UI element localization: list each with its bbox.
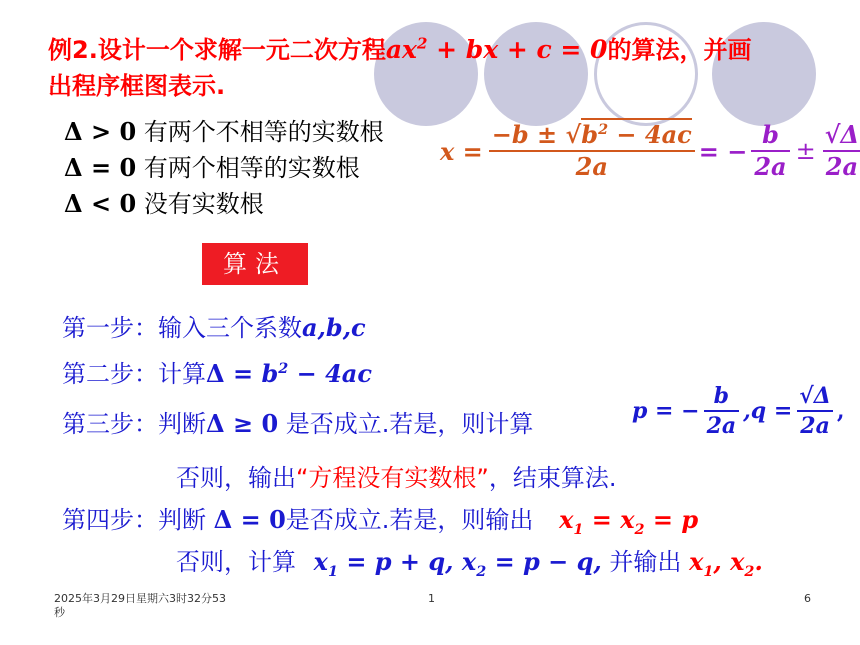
step-3-q-denominator: 2a bbox=[797, 410, 833, 438]
case-text: 有两个相等的实数根 bbox=[143, 154, 360, 182]
step-3-p-fraction bbox=[704, 384, 740, 438]
footer-datetime bbox=[54, 592, 226, 620]
case-item bbox=[64, 186, 384, 222]
step-3-else-text2: ，结束算法. bbox=[488, 464, 617, 492]
title-equation: $ax^2$ + bx + c = 0 bbox=[385, 34, 608, 64]
step-1-math: a,b,c bbox=[302, 313, 366, 342]
step-2-text: 计算 bbox=[158, 360, 206, 388]
formula-delta-denominator: 2a bbox=[823, 150, 860, 180]
step-3-pq-formula bbox=[632, 384, 844, 438]
formula-fraction-delta bbox=[822, 122, 860, 181]
step-3-text1: 判断 bbox=[158, 410, 206, 438]
step-4 bbox=[62, 500, 698, 538]
step-3-label: 第三步： bbox=[62, 410, 158, 438]
step-4-else bbox=[176, 542, 763, 580]
title-suffix: 的算法，并画 bbox=[607, 36, 752, 64]
slide-title-line2: 出程序框图表示. bbox=[48, 72, 226, 100]
step-4-text1: 判断 bbox=[158, 506, 206, 534]
page-number: 6 bbox=[804, 592, 811, 605]
step-3-p-numerator: b bbox=[713, 383, 730, 409]
step-3 bbox=[62, 404, 533, 439]
slide-title bbox=[48, 30, 751, 65]
case-condition: Δ = 0 bbox=[64, 153, 137, 182]
case-condition: Δ > 0 bbox=[64, 117, 137, 146]
formula-numerator: $-b \pm √b^2 - 4ac$ bbox=[491, 120, 692, 149]
footer-datetime-line1: 2025年3月29日星期六3时32分53 bbox=[54, 592, 226, 605]
step-1-text: 输入三个系数 bbox=[158, 314, 302, 342]
formula-fraction-b bbox=[751, 122, 789, 181]
formula-fraction-main bbox=[489, 122, 695, 181]
step-3-else-text1: 否则，输出 bbox=[176, 464, 296, 492]
formula-equals: = − bbox=[698, 136, 748, 166]
step-3-p: p = − bbox=[632, 398, 700, 425]
step-3-else-quote: “方程没有实数根” bbox=[296, 464, 489, 492]
step-4-text2: 是否成立.若是，则输出 bbox=[285, 506, 534, 534]
step-4-else-text2: 并输出 bbox=[609, 548, 682, 576]
step-3-p-denominator: 2a bbox=[704, 410, 740, 438]
step-2 bbox=[62, 354, 372, 389]
title-prefix: 例2.设计一个求解一元二次方程 bbox=[48, 36, 386, 64]
step-4-condition: Δ = 0 bbox=[213, 505, 286, 534]
step-4-else-text1: 否则，计算 bbox=[176, 548, 296, 576]
step-3-condition: Δ ≥ 0 bbox=[206, 409, 279, 438]
case-item bbox=[64, 114, 384, 150]
step-3-comma: , bbox=[836, 398, 845, 425]
case-item bbox=[64, 150, 384, 186]
step-3-q-fraction bbox=[796, 384, 834, 438]
formula-delta-numerator: √Δ bbox=[824, 120, 860, 149]
step-4-final: $x_1$, $x_2$. bbox=[689, 547, 763, 580]
step-4-output: $x_1 = x_2 = p$ bbox=[559, 505, 699, 538]
case-condition: Δ < 0 bbox=[64, 189, 137, 218]
step-4-label: 第四步： bbox=[62, 506, 158, 534]
step-4-calc: $x_1 = p + q$, $x_2 = p - q$, bbox=[313, 547, 602, 580]
formula-b-numerator: b bbox=[762, 120, 779, 149]
footer-center: 1 bbox=[428, 592, 435, 605]
step-3-text2: 是否成立.若是，则计算 bbox=[285, 410, 534, 438]
step-3-q: ,q = bbox=[743, 398, 793, 425]
formula-b-denominator: 2a bbox=[751, 150, 789, 180]
step-1 bbox=[62, 308, 366, 343]
case-text: 没有实数根 bbox=[143, 190, 264, 218]
step-1-label: 第一步： bbox=[62, 314, 158, 342]
footer-datetime-line2: 秒 bbox=[54, 606, 65, 619]
formula-lhs: x = bbox=[440, 136, 483, 166]
case-text: 有两个不相等的实数根 bbox=[143, 118, 384, 146]
step-3-q-numerator: √Δ bbox=[799, 383, 831, 409]
step-3-else bbox=[176, 458, 617, 493]
cases-list bbox=[64, 114, 384, 222]
formula-plusminus: ± bbox=[795, 137, 816, 166]
quadratic-formula bbox=[440, 122, 860, 181]
formula-denominator: 2a bbox=[489, 150, 695, 180]
step-2-label: 第二步： bbox=[62, 360, 158, 388]
algorithm-label: 算法 bbox=[202, 243, 308, 285]
step-2-math: $\Delta = b^2 - 4ac$ bbox=[206, 359, 372, 388]
